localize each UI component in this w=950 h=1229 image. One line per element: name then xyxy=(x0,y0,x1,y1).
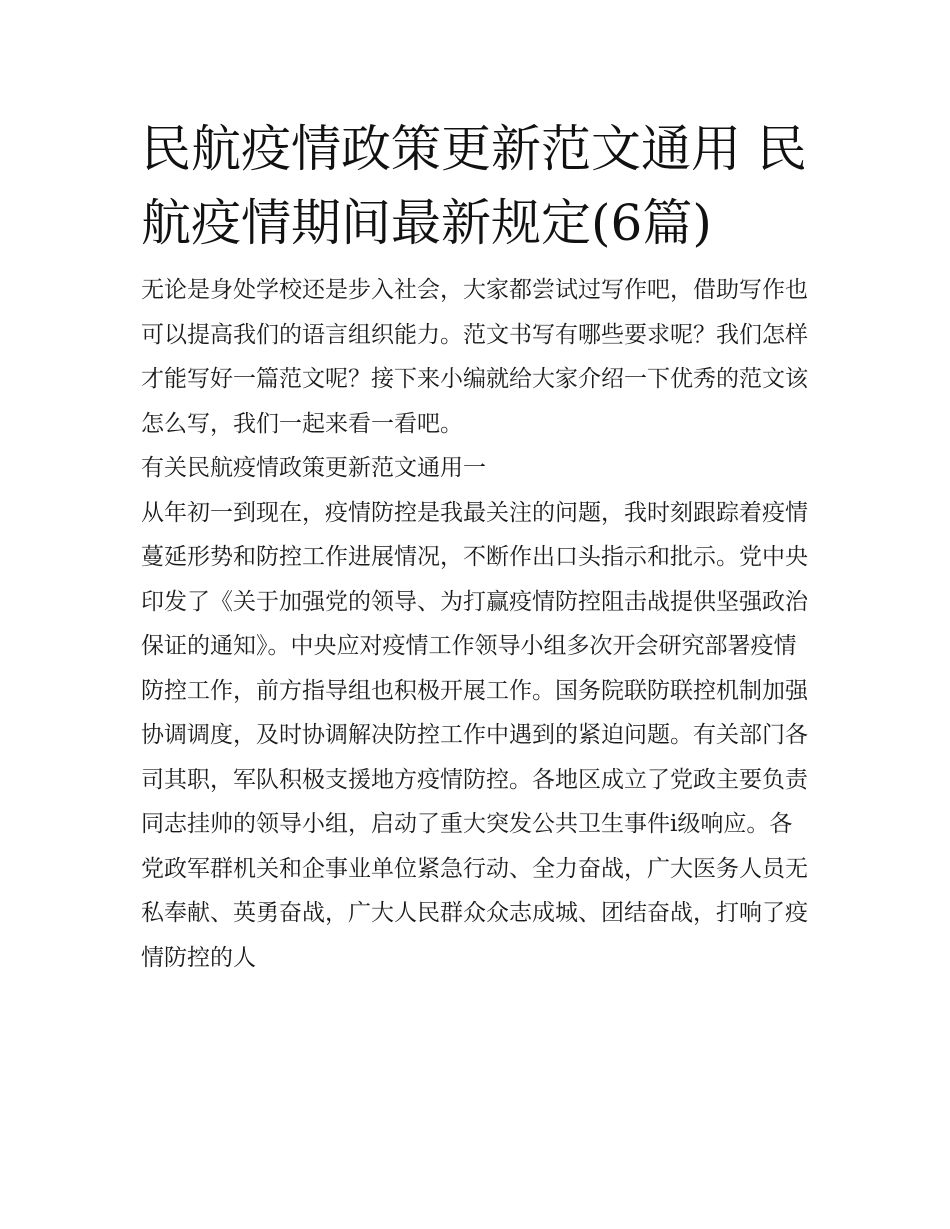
intro-paragraph: 无论是身处学校还是步入社会，大家都尝试过写作吧，借助写作也可以提高我们的语言组织能力。范文书写有哪些要求呢？我们怎样才能写好一篇范文呢？接下来小编就给大家介绍一下优秀的范文该怎么写，我们一起来看一看吧。 xyxy=(141,277,808,437)
section-heading: 有关民航疫情政策更新范文通用一 xyxy=(141,455,486,481)
document-title: 民航疫情政策更新范文通用 民航疫情期间最新规定(6篇) xyxy=(141,120,807,252)
document-body xyxy=(141,268,813,980)
document-content xyxy=(141,112,813,980)
section-paragraph: 从年初一到现在，疫情防控是我最关注的问题，我时刻跟踪着疫情蔓延形势和防控工作进展情况，不断作出口头指示和批示。党中央印发了《关于加强党的领导、为打赢疫情防控阻击战提供坚强政治保证的通知》。中央应对疫情工作领导小组多次开会研究部署疫情防控工作，前方指导组也积极开展工作。国务院联防联控机制加强协调调度，及时协调解决防控工作中遇到的紧迫问题。有关部门各司其职，军队积极支援地方疫情防控。各地区成立了党政主要负责同志挂帅的领导小组，启动了重大突发公共卫生事件i级响应。各党政军群机关和企事业单位紧急行动、全力奋战，广大医务人员无私奉献、英勇奋战，广大人民群众众志成城、团结奋战，打响了疫情防控的人 xyxy=(141,499,808,971)
